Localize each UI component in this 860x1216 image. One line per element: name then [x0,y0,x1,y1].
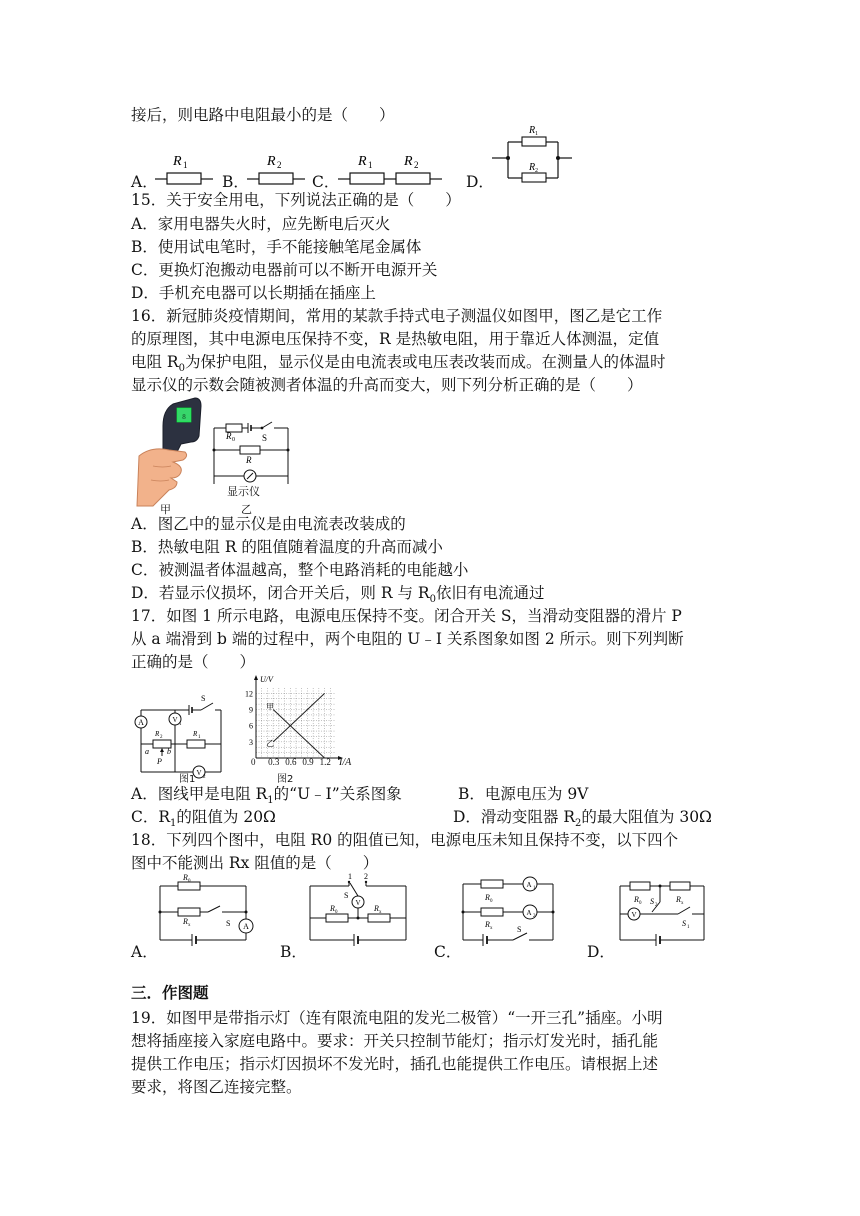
q16-s-label: S [262,433,268,443]
svg-text:V: V [355,899,361,907]
svg-text:R: R [155,730,160,738]
q15-option-c: C．更换灯泡搬动电器前可以不断开电源开关 [131,261,438,279]
q17-circuit-diagram [131,694,227,782]
chart-y-tick-label: 3 [249,737,253,747]
chart-y-tick-label: 12 [245,689,253,699]
q16-fig-jia-label: 甲 [160,503,171,516]
q17-option-b: B．电源电压为 9V [458,785,589,803]
svg-text:R: R [193,730,198,738]
q16-stem-line4: 显示仪的示数会随被测者体温的升高而变大，则下列分析正确的是（ ） [131,376,643,394]
q14-b-label: R [267,154,276,169]
svg-text:0: 0 [490,899,493,904]
svg-text:1: 1 [687,925,690,930]
q14-figure-c [338,148,450,188]
q18-option-c: C． [434,943,462,961]
svg-text:R: R [374,904,379,913]
svg-text:1: 1 [179,722,182,727]
q17-fig1-caption: 图1 [179,774,196,785]
svg-text:2: 2 [364,872,368,881]
q17-label-p: P [157,757,162,766]
svg-text:R: R [183,873,188,882]
q16-option-b: B．热敏电阻 R 的阻值随着温度的升高而减小 [131,538,443,556]
q18-stem-line2: 图中不能测出 Rx 阻值的是（ ） [131,854,379,872]
q17-stem-line3: 正确的是（ ） [131,653,256,671]
chart-x-tick-row [234,757,344,771]
q17-fig2-caption: 图2 [277,774,294,785]
q14-figure-a [155,148,217,188]
q18-stem-line1: 18．下列四个图中，电阻 R0 的阻值已知，电源电压未知且保持不变，以下四个 [131,831,679,849]
q18-circuit-d [612,876,712,956]
svg-text:2: 2 [655,903,658,908]
svg-text:2: 2 [203,775,206,780]
svg-text:1: 1 [198,735,201,740]
q19-stem-line3: 提供工作电压；指示灯因损坏不发光时，插孔也能提供工作电压。请根据上述 [131,1055,659,1073]
q17-stem-line1: 17．如图 1 所示电路，电源电压保持不变。闭合开关 S，当滑动变阻器的滑片 P [131,607,682,625]
q17-label-a: a [145,747,149,756]
q14-option-c: C． [312,173,340,191]
svg-text:2: 2 [414,160,419,170]
svg-text:S: S [650,897,654,906]
q16-r-label: R [246,455,252,465]
svg-text:8: 8 [182,413,186,421]
q18-circuit-a [156,873,256,956]
q14-figure-b [247,148,309,188]
svg-text:2: 2 [533,914,536,919]
q17-stem-line2: 从 a 端滑到 b 端的过程中，两个电阻的 U﹣I 关系图象如图 2 所示。则下列判断 [131,630,684,648]
svg-text:1: 1 [533,886,536,891]
q19-stem-line2: 想将插座接入家庭电路中。要求：开关只控制节能灯；指示灯发光时，插孔能 [131,1032,659,1050]
svg-text:V: V [631,911,637,919]
svg-text:R: R [183,917,188,926]
svg-text:R: R [676,895,681,904]
q14-d-label-1: R [529,125,536,136]
q14-stem-end: 接后，则电路中电阻最小的是（ ） [131,106,395,124]
q17-option-a: A．图线甲是电阻 $R_1$的“U﹣I”关系图象 [131,785,402,807]
q18-circuit-c [459,874,559,954]
q19-stem-line4: 要求，将图乙连接完整。 [131,1078,302,1096]
svg-text:A: A [138,718,144,727]
chart-y-tick-label: 6 [249,721,253,731]
section-3-title: 三．作图题 [131,983,209,1002]
q14-c-label-1: R [358,154,367,169]
chart-y-axis-title: U/V [260,675,273,684]
svg-text:A: A [526,881,532,889]
svg-text:V: V [172,716,178,724]
q14-option-b: B． [222,173,249,191]
chart-y-tick-label: 9 [249,705,253,715]
q19-stem-line1: 19．如图甲是带指示灯（连有限流电阻的发光二极管）“一开三孔”插座。小明 [131,1009,663,1027]
chart-x-tick-label: 0 [251,757,256,767]
q16-option-c: C．被测温者体温越高，整个电路消耗的电能越小 [131,561,469,579]
svg-text:1: 1 [535,131,538,137]
svg-text:S: S [344,891,349,900]
q17-option-c: C．$R_1$的阻值为 20Ω [131,808,276,830]
svg-text:0: 0 [639,901,642,906]
svg-text:1: 1 [368,160,373,170]
svg-text:x: x [490,926,493,931]
q16-circuit-diagram [210,418,294,516]
svg-text:S: S [682,919,686,928]
svg-text:R: R [485,920,490,929]
svg-text:x: x [379,910,382,915]
q14-figure-d [492,124,574,186]
q17-option-d: D．滑动变阻器 $R_2$的最大阻值为 30Ω [453,808,712,830]
svg-text:2: 2 [535,168,538,174]
q16-r0-label: R [226,431,232,441]
q14-c-label-2: R [404,154,413,169]
q15-option-b: B．使用试电笔时，手不能接触笔尾金属体 [131,238,422,256]
q18-option-b: B． [280,943,307,961]
chart-series-label-jia: 甲 [266,702,275,712]
q17-label-s: S [201,694,206,703]
svg-text:1: 1 [183,160,188,170]
q18-circuit-b [306,870,410,954]
chart-series-label-yi: 乙 [266,738,275,748]
q16-stem-line1: 16．新冠肺炎疫情期间，常用的某款手持式电子测温仪如图甲，图乙是它工作 [131,307,663,325]
q16-stem-line3: 电阻 $R_0$为保护电阻，显示仪是由电流表或电压表改装而成。在测量人的体温时 [131,353,666,375]
svg-text:R: R [330,904,335,913]
svg-text:x: x [681,901,684,906]
q14-d-label-2: R [529,162,536,173]
svg-text:0: 0 [232,437,235,443]
q15-option-a: A．家用电器失火时，应先断电后灭火 [131,215,391,233]
svg-text:1: 1 [348,872,352,881]
svg-text:x: x [188,923,191,928]
q14-option-d: D． [466,173,494,191]
q16-thermometer-illustration [133,396,203,514]
q18-option-d: D． [587,943,615,961]
q16-option-d: D．若显示仪损坏，闭合开关后，则 R 与 $R_0$依旧有电流通过 [131,584,545,606]
svg-text:R: R [485,893,490,902]
svg-text:0: 0 [188,879,191,884]
q16-display-label: 显示仪 [227,485,260,498]
svg-text:2: 2 [160,735,163,740]
svg-text:2: 2 [277,160,282,170]
svg-text:S: S [226,919,231,928]
chart-x-tick-label: 1.2 [319,757,331,767]
q15-option-d: D．手机充电器可以长期插在插座上 [131,284,376,302]
q14-option-a: A． [131,173,158,191]
svg-text:V: V [196,769,202,777]
q17-label-b: b [167,747,171,756]
q15-stem: 15．关于安全用电，下列说法正确的是（ ） [131,191,461,209]
svg-text:0: 0 [335,910,338,915]
svg-text:S: S [517,925,522,934]
q16-option-a: A．图乙中的显示仪是由电流表改装成的 [131,515,406,533]
q14-a-label: R [173,154,182,169]
chart-x-tick-label: 0.9 [302,757,314,767]
svg-text:A: A [526,909,532,917]
q16-stem-line2: 的原理图，其中电源电压保持不变，R 是热敏电阻，用于靠近人体测温，定值 [131,330,660,348]
chart-x-axis-title: I/A [339,757,352,768]
chart-x-tick-label: 0.3 [268,757,280,767]
svg-text:R: R [634,895,639,904]
q16-fig-yi-label: 乙 [241,503,252,516]
q18-option-a: A． [131,943,158,961]
chart-x-tick-label: 0.6 [285,757,297,767]
svg-text:A: A [243,922,249,931]
